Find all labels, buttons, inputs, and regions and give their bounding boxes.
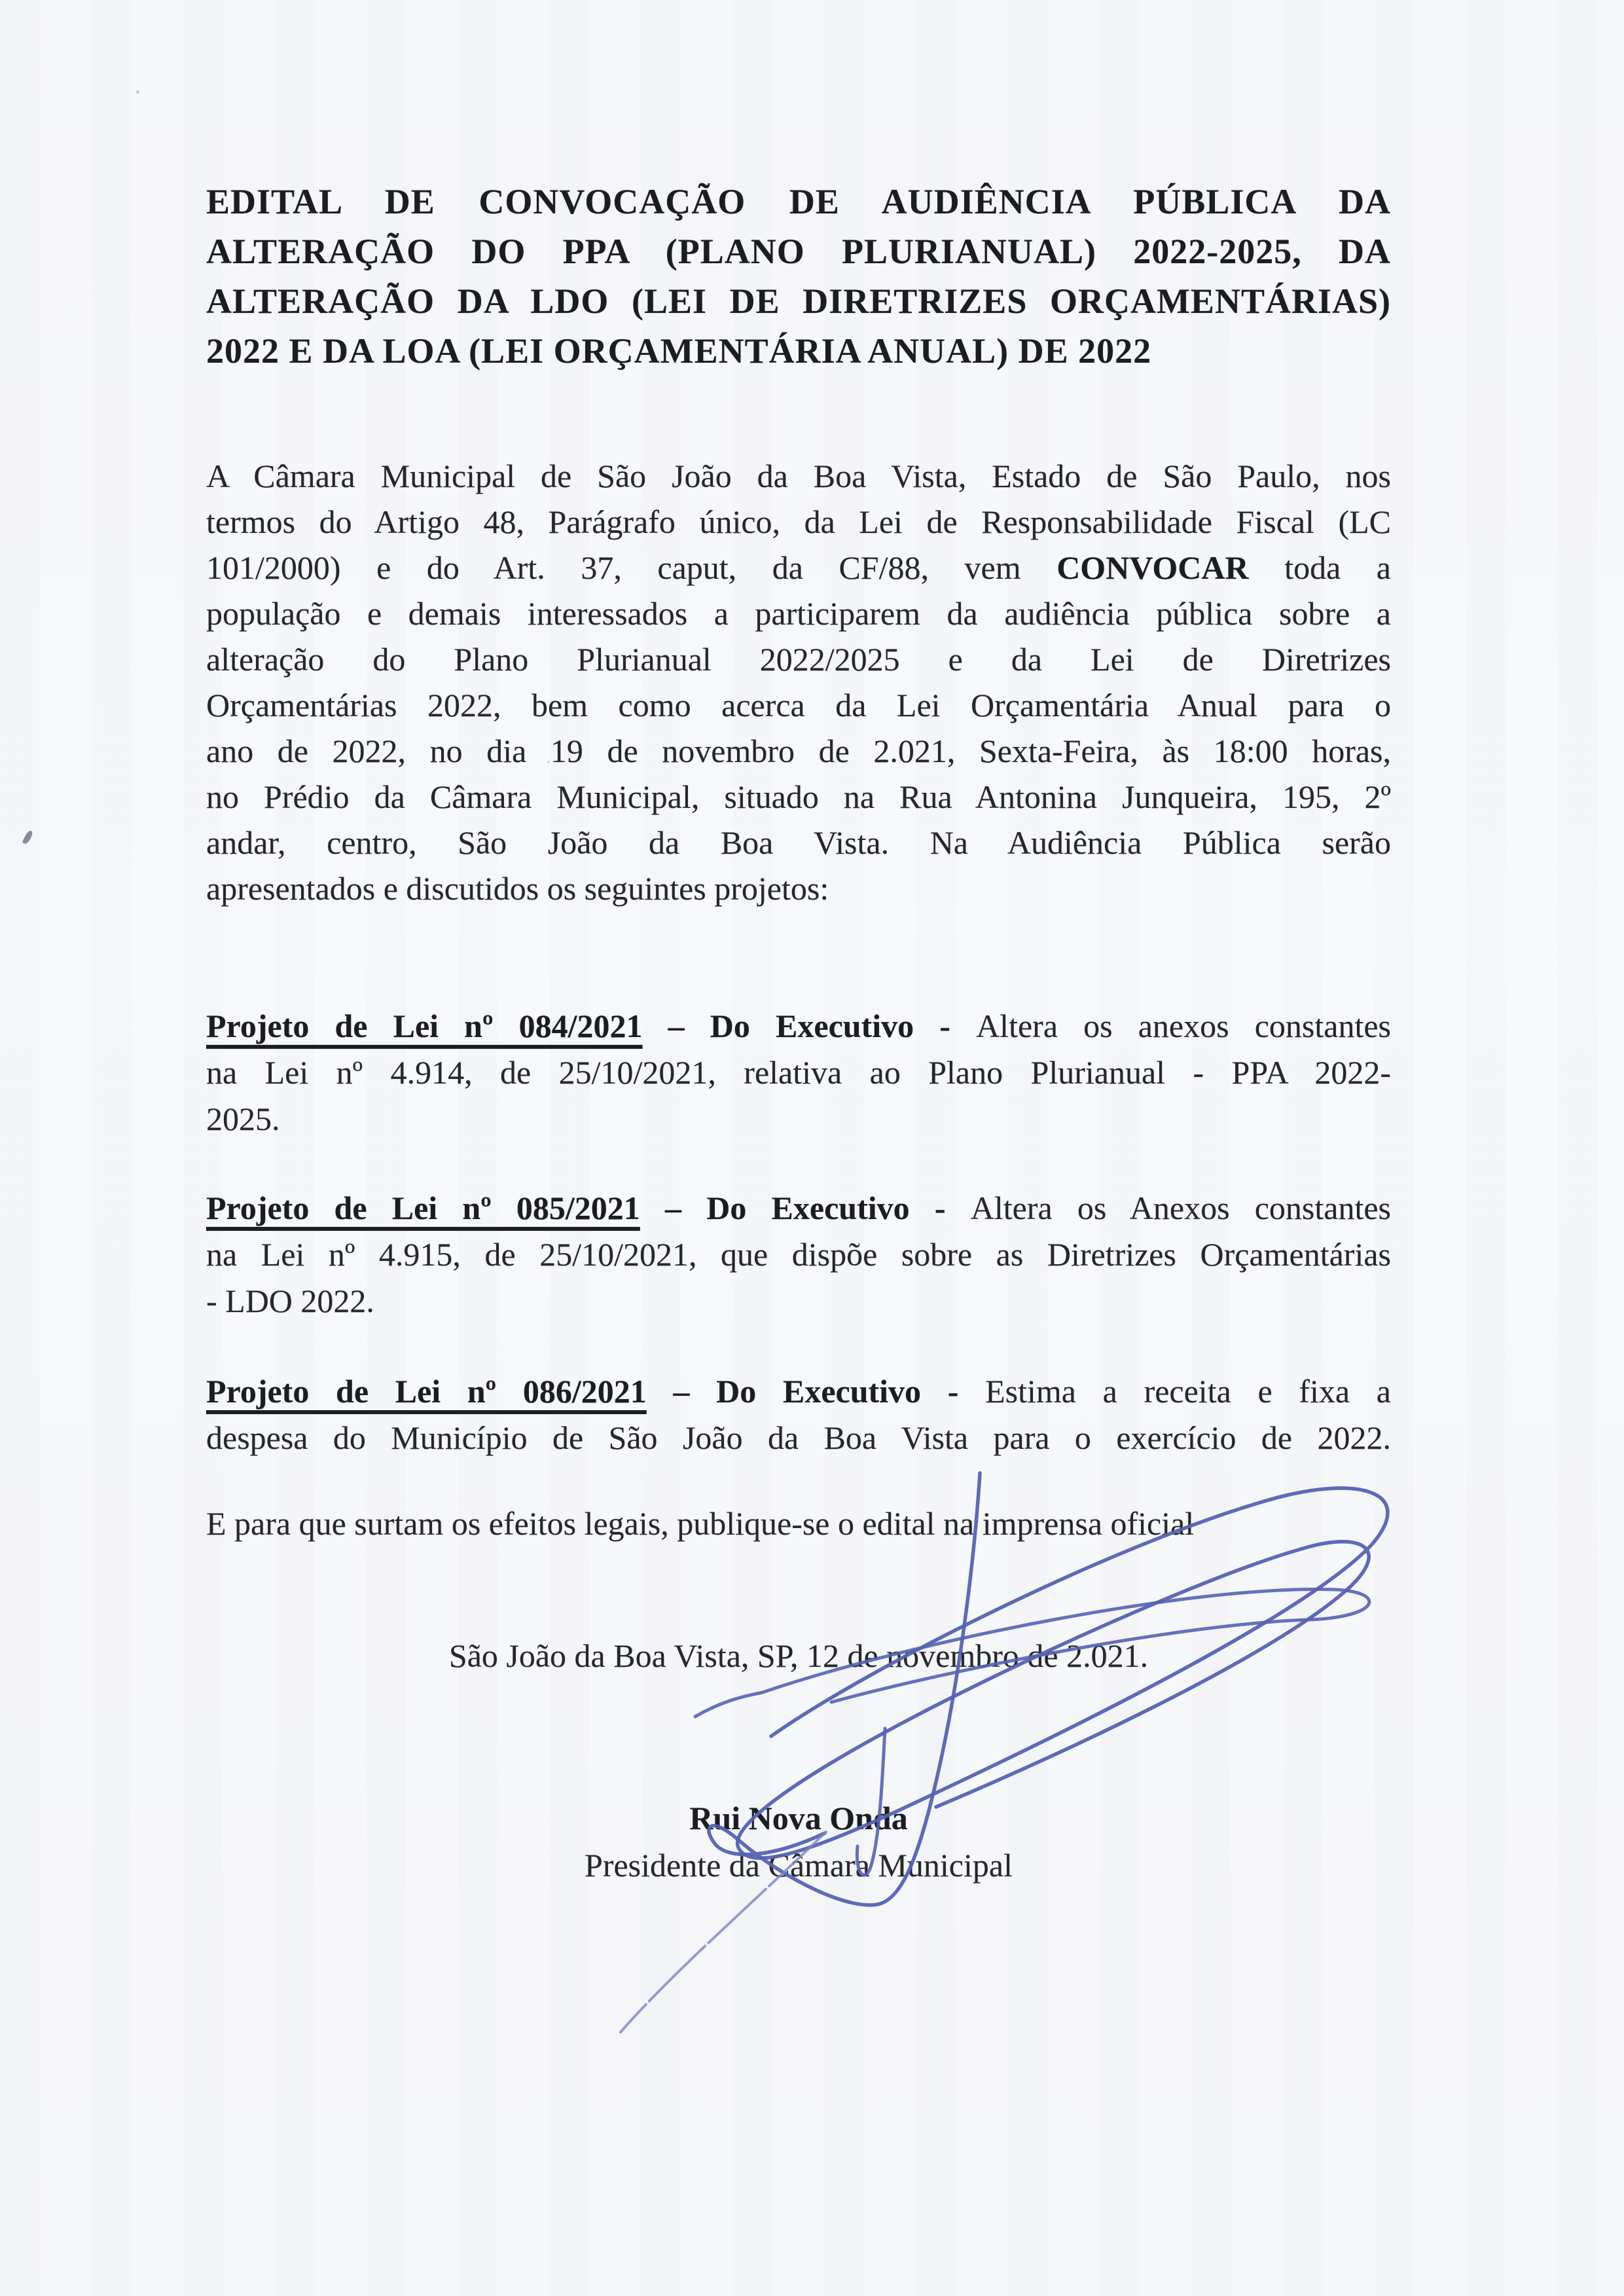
title-line: EDITAL DE CONVOCAÇÃO DE AUDIÊNCIA PÚBLICA DA	[206, 182, 1391, 221]
title-line: 2022 E DA LOA (LEI ORÇAMENTÁRIA ANUAL) DE 2022	[206, 331, 1152, 371]
signer-role: Presidente da Câmara Municipal	[585, 1847, 1013, 1884]
title-line: ALTERAÇÃO DO PPA (PLANO PLURIANUAL) 2022-2025, DA	[206, 232, 1391, 271]
closing-sentence	[206, 1501, 1391, 1546]
paragraph-line: população e demais interessados a participarem da audiência pública sobre a	[206, 595, 1391, 632]
document-title	[206, 177, 1391, 376]
convocar-emphasis: CONVOCAR	[1056, 549, 1249, 586]
paragraph-text: 101/2000) e do Art. 37, caput, da CF/88, vem	[206, 549, 1057, 586]
title-line: ALTERAÇÃO DA LDO (LEI DE DIRETRIZES ORÇAMENTÁRIAS)	[206, 282, 1391, 321]
paragraph-line: alteração do Plano Plurianual 2022/2025 e da Lei de Diretrizes	[206, 641, 1391, 678]
project-summary: Altera os Anexos constantes	[970, 1190, 1392, 1226]
project-author: – Do Executivo -	[640, 1190, 971, 1226]
project-author: – Do Executivo -	[642, 1008, 977, 1044]
project-reference: Projeto de Lei nº 085/2021	[206, 1190, 640, 1226]
project-line: na Lei nº 4.914, de 25/10/2021, relativa ao Plano Plurianual - PPA 2022-	[206, 1054, 1391, 1091]
paragraph-line: A Câmara Municipal de São João da Boa Vista, Estado de São Paulo, nos	[206, 458, 1391, 494]
intro-paragraph	[206, 453, 1391, 911]
project-line: na Lei nº 4.915, de 25/10/2021, que dispõe sobre as Diretrizes Orçamentárias	[206, 1236, 1391, 1273]
paragraph-line: andar, centro, São João da Boa Vista. Na Audiência Pública serão	[206, 824, 1391, 861]
law-project-086	[206, 1368, 1391, 1461]
project-summary: Estima a receita e fixa a	[985, 1373, 1391, 1410]
paragraph-text: toda a	[1248, 549, 1392, 586]
law-project-084	[206, 1003, 1391, 1142]
project-summary: Altera os anexos constantes	[976, 1008, 1392, 1044]
scan-speck	[22, 829, 33, 845]
project-reference: Projeto de Lei nº 086/2021	[206, 1373, 647, 1410]
date-place-line: São João da Boa Vista, SP, 12 de novembro de 2.021.	[448, 1637, 1149, 1674]
paragraph-line: E para que surtam os efeitos legais, publique-se o edital na imprensa oficial	[206, 1505, 1195, 1542]
project-reference: Projeto de Lei nº 084/2021	[206, 1008, 643, 1044]
project-line: 2025.	[206, 1101, 280, 1137]
paragraph-line: apresentados e discutidos os seguintes projetos:	[206, 870, 829, 907]
paragraph-line: no Prédio da Câmara Municipal, situado na Rua Antonina Junqueira, 195, 2º	[206, 778, 1391, 815]
project-author: – Do Executivo -	[646, 1373, 986, 1410]
project-heading-line	[206, 1368, 1391, 1415]
law-project-085	[206, 1185, 1391, 1324]
scan-speck	[136, 90, 139, 94]
paragraph-line: ano de 2022, no dia 19 de novembro de 2.021, Sexta-Feira, às 18:00 horas,	[206, 733, 1391, 769]
signer-name: Rui Nova Onda	[689, 1800, 908, 1836]
project-line: despesa do Município de São João da Boa Vista para o exercício de 2022.	[206, 1419, 1391, 1456]
paragraph-line: Orçamentárias 2022, bem como acerca da Lei Orçamentária Anual para o	[206, 687, 1391, 723]
paragraph-line	[206, 545, 1391, 591]
project-line: - LDO 2022.	[206, 1283, 374, 1319]
project-heading-line	[206, 1003, 1391, 1049]
project-heading-line	[206, 1185, 1391, 1231]
paragraph-line: termos do Artigo 48, Parágrafo único, da Lei de Responsabilidade Fiscal (LC	[206, 503, 1391, 540]
